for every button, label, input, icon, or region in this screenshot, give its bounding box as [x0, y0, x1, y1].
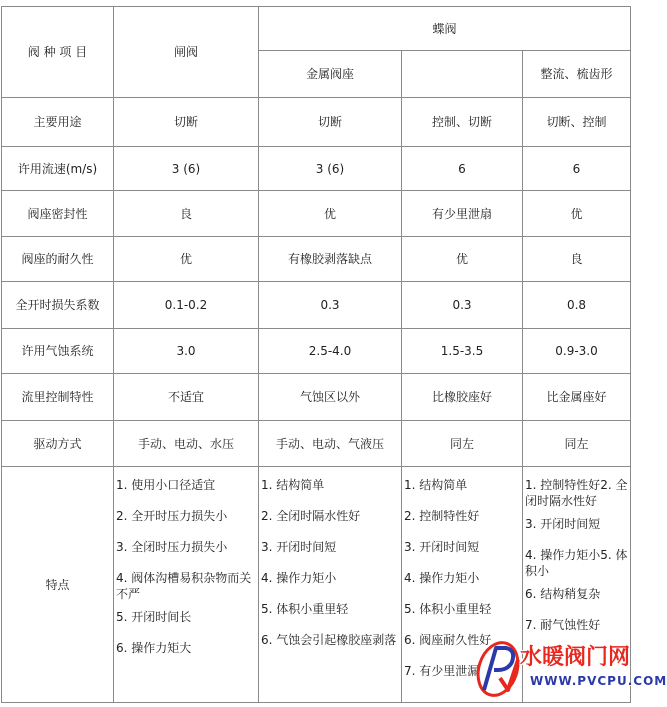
feature-item: 4. 操作力矩小5. 体积小 — [525, 548, 628, 578]
table-row — [2, 98, 631, 147]
cell-butterfly: 有少里泄扇 — [402, 191, 523, 237]
feature-item: 2. 控制特性好 — [404, 509, 480, 523]
cell-comb: 同左 — [523, 421, 631, 467]
cell-butterfly: 比橡胶座好 — [402, 374, 523, 421]
cell-comb: 6 — [523, 147, 631, 191]
table-row — [2, 329, 631, 374]
feature-item: 1. 控制特性好2. 全闭时隔水性好 — [525, 478, 628, 508]
header-metal-seat: 金属阀座 — [259, 51, 402, 98]
features-metal-seat — [259, 467, 402, 703]
watermark-site-name: 水暖阀门网 — [520, 645, 631, 670]
table-row — [2, 421, 631, 467]
cell-butterfly: 6 — [402, 147, 523, 191]
cell-comb: 比金属座好 — [523, 374, 631, 421]
feature-item: 2. 全开时压力损失小 — [116, 509, 228, 523]
cell-gate: 不适宜 — [114, 374, 259, 421]
row-label: 主要用途 — [2, 98, 114, 147]
cell-metal-seat: 手动、电动、气液压 — [259, 421, 402, 467]
cell-metal-seat: 3 (6) — [259, 147, 402, 191]
cell-metal-seat: 切断 — [259, 98, 402, 147]
table-row — [2, 237, 631, 282]
features-comb — [523, 467, 631, 703]
row-label: 流里控制特性 — [2, 374, 114, 421]
table-row — [2, 147, 631, 191]
cell-gate: 优 — [114, 237, 259, 282]
table-row — [2, 191, 631, 237]
cell-butterfly: 优 — [402, 237, 523, 282]
feature-item: 7. 耐气蚀性好 — [525, 618, 601, 632]
feature-item: 3. 开闭时间短 — [525, 517, 601, 531]
feature-item: 3. 开闭时间短 — [261, 540, 337, 554]
features-gate — [114, 467, 259, 703]
feature-item: 4. 阀体沟槽易积杂物而关不严 — [116, 571, 252, 601]
header-gate-valve: 闸阀 — [114, 7, 259, 98]
cell-metal-seat: 有橡胶剥落缺点 — [259, 237, 402, 282]
table-row-features — [2, 467, 631, 703]
feature-item: 1. 结构简单 — [261, 478, 325, 492]
cell-comb: 0.9-3.0 — [523, 329, 631, 374]
cell-metal-seat: 2.5-4.0 — [259, 329, 402, 374]
row-label-features: 特点 — [2, 467, 114, 703]
feature-item: 1. 结构简单 — [404, 478, 468, 492]
features-butterfly — [402, 467, 523, 703]
feature-item: 3. 开闭时间短 — [404, 540, 480, 554]
cell-metal-seat: 0.3 — [259, 282, 402, 329]
table-row — [2, 282, 631, 329]
cell-gate: 0.1-0.2 — [114, 282, 259, 329]
row-label: 许用流速(m/s) — [2, 147, 114, 191]
cell-comb: 切断、控制 — [523, 98, 631, 147]
row-label: 驱动方式 — [2, 421, 114, 467]
cell-comb: 优 — [523, 191, 631, 237]
cell-butterfly: 同左 — [402, 421, 523, 467]
feature-item: 4. 操作力矩小 — [261, 571, 337, 585]
feature-item: 6. 操作力矩大 — [116, 641, 192, 655]
cell-butterfly: 1.5-3.5 — [402, 329, 523, 374]
cell-gate: 手动、电动、水压 — [114, 421, 259, 467]
feature-item: 6. 阀座耐久性好 — [404, 633, 492, 647]
cell-butterfly: 控制、切断 — [402, 98, 523, 147]
header-comb-type: 整流、梳齿形 — [523, 51, 631, 98]
feature-item: 7. 有少里泄漏 — [404, 664, 480, 678]
cell-comb: 良 — [523, 237, 631, 282]
header-sub-blank — [402, 51, 523, 98]
cell-metal-seat: 气蚀区以外 — [259, 374, 402, 421]
watermark-url: WWW.PVCPU.COM — [530, 674, 667, 688]
feature-item: 5. 体积小重里轻 — [261, 602, 349, 616]
table-row — [2, 374, 631, 421]
feature-item: 3. 全闭时压力损失小 — [116, 540, 228, 554]
feature-item: 6. 结构稍复杂 — [525, 587, 601, 601]
row-label: 许用气蚀系统 — [2, 329, 114, 374]
feature-item: 5. 体积小重里轻 — [404, 602, 492, 616]
cell-comb: 0.8 — [523, 282, 631, 329]
cell-gate: 3 (6) — [114, 147, 259, 191]
row-label: 全开时损失系数 — [2, 282, 114, 329]
feature-item: 4. 操作力矩小 — [404, 571, 480, 585]
feature-item: 5. 开闭时间长 — [116, 610, 192, 624]
header-butterfly-valve: 蝶阀 — [259, 7, 631, 51]
row-label: 阀座的耐久性 — [2, 237, 114, 282]
cell-gate: 切断 — [114, 98, 259, 147]
row-label: 阀座密封性 — [2, 191, 114, 237]
feature-item: 6. 气蚀会引起橡胶座剥落 — [261, 633, 397, 647]
cell-gate: 良 — [114, 191, 259, 237]
cell-gate: 3.0 — [114, 329, 259, 374]
valve-comparison-table — [1, 6, 631, 703]
feature-item: 2. 全闭时隔水性好 — [261, 509, 361, 523]
header-item-type: 阀 种 项 目 — [2, 7, 114, 98]
cell-metal-seat: 优 — [259, 191, 402, 237]
feature-item: 1. 使用小口径适宜 — [116, 478, 216, 492]
cell-butterfly: 0.3 — [402, 282, 523, 329]
